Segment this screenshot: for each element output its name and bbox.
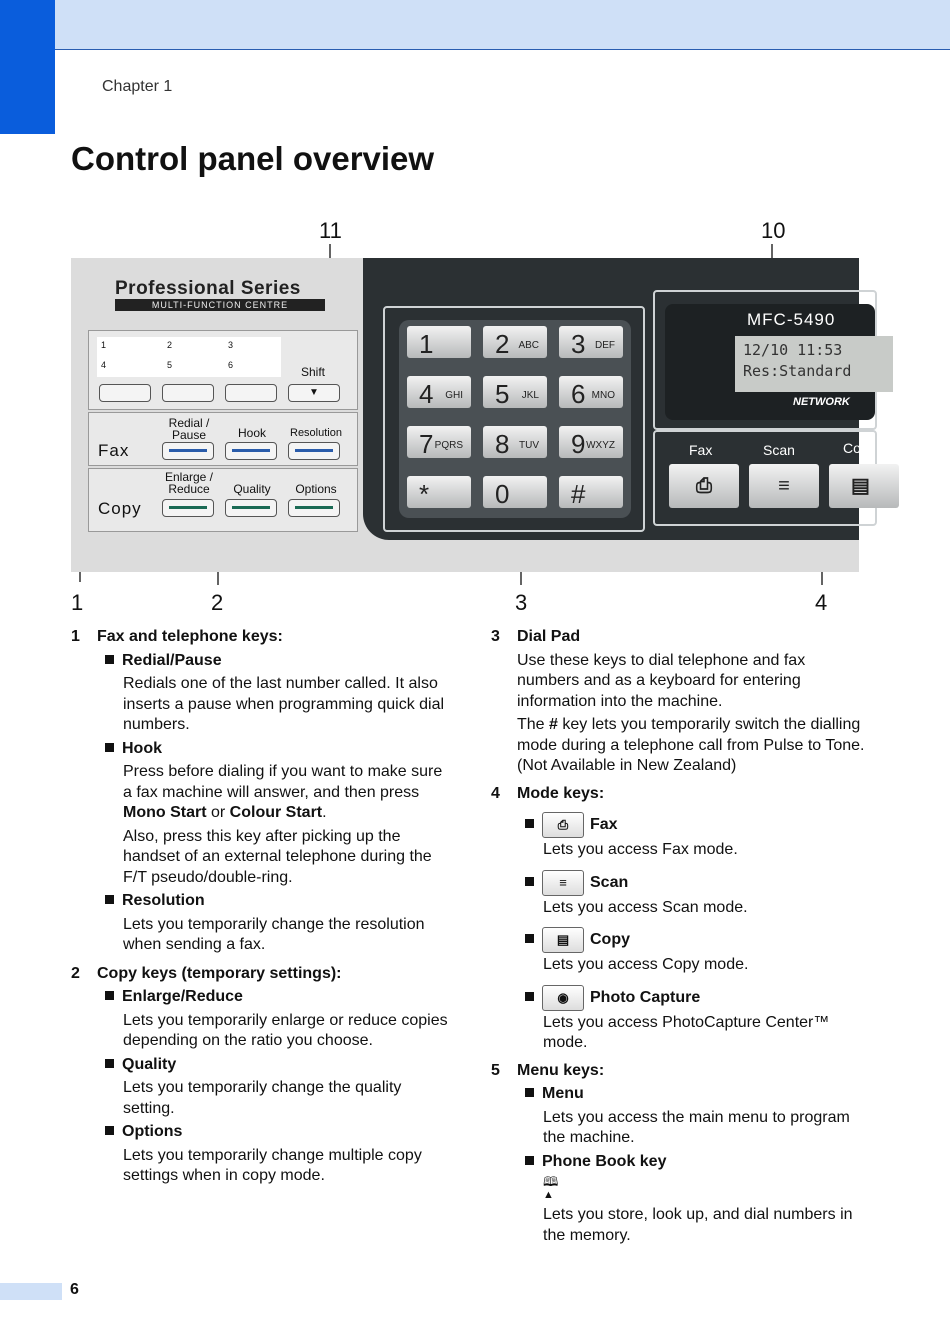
copy-mode-entry <box>491 927 866 976</box>
dial-key-2[interactable]: 2 ABC <box>483 326 547 358</box>
callout-11: 11 <box>319 218 342 243</box>
fax-group-label: Fax <box>98 441 130 460</box>
resolution-label: Resolution <box>290 427 342 439</box>
section-5 <box>491 1061 866 1082</box>
control-panel-figure <box>71 258 870 572</box>
photo-mode-text: Lets you access PhotoCapture Center™ mode. <box>543 1013 830 1051</box>
dial-key-8[interactable]: 8 TUV <box>483 426 547 458</box>
section-4 <box>491 784 866 805</box>
copy-mode-title: Copy <box>590 931 630 949</box>
scan-mode-text: Lets you access Scan mode. <box>543 898 748 916</box>
shift-label: Shift <box>301 365 326 379</box>
dial-key-star[interactable]: * <box>407 476 471 508</box>
options-label: Options <box>295 482 337 496</box>
dial-pad-frame <box>383 306 645 532</box>
bullet-square <box>525 934 534 943</box>
bullet-square <box>105 1059 114 1068</box>
one-touch-1-label: 1 <box>101 340 107 350</box>
page-title: Control panel overview <box>71 140 435 177</box>
menu-title: Menu <box>542 1085 584 1102</box>
options-text: Lets you temporarily change multiple copy settings when in copy mode. <box>123 1146 422 1184</box>
brand-name: Professional Series <box>115 278 301 299</box>
fax-icon: ⎙ <box>542 812 584 838</box>
section-1-number: 1 <box>71 628 80 645</box>
up-arrow-icon: ▲ <box>543 1189 554 1201</box>
options-title: Options <box>122 1123 183 1140</box>
section-1 <box>71 627 451 648</box>
callout-10: 10 <box>761 218 786 243</box>
network-logo: NETWORK <box>793 396 850 408</box>
enlarge-text: Lets you temporarily enlarge or reduce copies depending on the ratio you choose. <box>123 1011 448 1049</box>
hook-label: Hook <box>237 426 266 440</box>
dial-key-5[interactable]: 5 JKL <box>483 376 547 408</box>
callout-1: 1 <box>71 590 84 615</box>
shift-button[interactable]: ▼ <box>288 384 340 402</box>
hook-entry <box>71 739 451 889</box>
enlarge-reduce-button[interactable] <box>162 499 214 517</box>
resolution-entry <box>71 891 451 956</box>
one-touch-button-2[interactable] <box>162 384 214 402</box>
bullet-square <box>105 1126 114 1135</box>
lcd-line-1: 12/10 11:53 <box>743 341 843 359</box>
section-3-number: 3 <box>491 628 500 645</box>
phonebook-title: Phone Book key <box>542 1152 667 1170</box>
one-touch-5-label: 5 <box>167 360 173 370</box>
section-2-title: Copy keys (temporary settings): <box>97 964 342 982</box>
hook-text-2: Also, press this key after picking up the handset of an external telephone during the F/T pseudo/double-ring. <box>123 827 432 886</box>
phonebook-text: Lets you store, look up, and dial numbers in the memory. <box>543 1206 853 1244</box>
fax-mode-button[interactable]: ⎙ <box>669 464 739 508</box>
photo-mode-entry <box>491 985 866 1054</box>
brand-subtitle: MULTI-FUNCTION CENTRE <box>115 299 325 311</box>
menu-entry <box>491 1084 866 1149</box>
section-5-title: Menu keys: <box>517 1061 605 1079</box>
mode-keys-frame <box>653 430 877 526</box>
enlarge-title: Enlarge/Reduce <box>122 988 243 1005</box>
options-button[interactable] <box>288 499 340 517</box>
dial-key-0[interactable]: 0 <box>483 476 547 508</box>
bullet-square <box>525 877 534 886</box>
section-2-number: 2 <box>71 964 80 982</box>
copy-keys-group <box>88 468 358 532</box>
dial-key-4[interactable]: 4 GHI <box>407 376 471 408</box>
scan-mode-title: Scan <box>590 873 629 891</box>
redial-pause-label: Redial / Pause <box>168 416 210 442</box>
dial-key-6[interactable]: 6 MNO <box>559 376 623 408</box>
page-number: 6 <box>70 1281 79 1298</box>
resolution-title: Resolution <box>122 892 205 909</box>
redial-entry <box>71 651 451 736</box>
bullet-square <box>525 1156 534 1165</box>
section-2 <box>71 964 451 985</box>
redial-text: Redials one of the last number called. It also inserts a pause when programming quick dial numbers. <box>123 675 445 733</box>
mode-scan-label: Scan <box>763 442 795 458</box>
scan-mode-button[interactable]: ≡ <box>749 464 819 508</box>
fax-mode-title: Fax <box>590 816 618 834</box>
mode-copy-label: Co <box>843 440 861 456</box>
lcd-frame <box>653 290 877 430</box>
options-entry <box>71 1122 451 1187</box>
section-4-title: Mode keys: <box>517 784 605 802</box>
dial-key-1[interactable]: 1 <box>407 326 471 358</box>
one-touch-group <box>88 330 358 410</box>
quality-entry <box>71 1055 451 1120</box>
scan-icon: ≡ <box>542 870 584 896</box>
dial-key-3[interactable]: 3 DEF <box>559 326 623 358</box>
fax-mode-text: Lets you access Fax mode. <box>543 841 738 858</box>
callout-3: 3 <box>515 590 528 615</box>
one-touch-button-1[interactable] <box>99 384 151 402</box>
quality-title: Quality <box>122 1055 177 1073</box>
camera-icon: ◉ <box>542 985 584 1011</box>
bullet-square <box>525 819 534 828</box>
lcd-screen <box>735 336 893 392</box>
hook-button[interactable] <box>225 442 277 460</box>
one-touch-6-label: 6 <box>228 360 234 370</box>
bullet-square <box>525 992 534 1001</box>
bullet-square <box>105 991 114 1000</box>
fax-mode-entry <box>491 812 866 861</box>
redial-pause-button[interactable] <box>162 442 214 460</box>
mode-fax-label: Fax <box>689 442 713 458</box>
section-3-title: Dial Pad <box>517 628 581 645</box>
dialpad-text: Use these keys to dial telephone and fax numbers and as a keyboard for entering information into the machine. <box>517 651 806 710</box>
section-3 <box>491 627 866 777</box>
right-column <box>491 627 866 1246</box>
callout-2: 2 <box>211 590 224 615</box>
photo-mode-title: Photo Capture <box>590 988 701 1006</box>
hook-text: Press before dialing if you want to make sure a fax machine will answer, and then press Mono Start or Colour Start. <box>123 763 443 821</box>
one-touch-2-label: 2 <box>167 340 173 350</box>
quality-button[interactable] <box>225 499 277 517</box>
copy-mode-text: Lets you access Copy mode. <box>543 956 749 973</box>
enlarge-entry <box>71 987 451 1052</box>
enlarge-reduce-label: Enlarge / Reduce <box>164 470 214 496</box>
menu-text: Lets you access the main menu to program the machine. <box>543 1108 850 1146</box>
copy-mode-button[interactable]: ▤ <box>829 464 899 508</box>
bullet-square <box>105 655 114 664</box>
one-touch-button-3[interactable] <box>225 384 277 402</box>
lcd-line-2: Res:Standard <box>743 362 852 380</box>
callout-4: 4 <box>815 590 828 615</box>
chapter-label: Chapter 1 <box>102 78 173 95</box>
redial-title: Redial/Pause <box>122 651 222 669</box>
left-column <box>71 627 451 1187</box>
lcd-bezel <box>665 304 875 420</box>
one-touch-4-label: 4 <box>101 360 107 370</box>
section-5-number: 5 <box>491 1061 500 1079</box>
copy-icon: ▤ <box>542 927 584 953</box>
copy-group-label: Copy <box>98 499 142 518</box>
dialpad-text-2: The # key lets you temporarily switch the dialling mode during a telephone call from Pulse to Tone. (Not Available in New Zealand) <box>517 716 865 774</box>
one-touch-label-strip <box>97 337 281 377</box>
resolution-text: Lets you temporarily change the resolution when sending a fax. <box>123 915 425 953</box>
quality-text: Lets you temporarily change the quality setting. <box>123 1079 402 1117</box>
footer-band <box>0 1283 62 1300</box>
dial-key-hash[interactable]: # <box>559 476 623 508</box>
phonebook-icon: 🕮 <box>543 1174 559 1189</box>
quality-label: Quality <box>233 482 271 496</box>
dial-pad <box>399 320 631 518</box>
one-touch-3-label: 3 <box>228 340 234 350</box>
scan-mode-entry <box>491 870 866 919</box>
phonebook-entry <box>491 1152 866 1247</box>
fax-keys-group <box>88 412 358 466</box>
bullet-square <box>105 743 114 752</box>
bullet-square <box>105 895 114 904</box>
hook-title: Hook <box>122 739 162 757</box>
dial-key-7[interactable]: 7 PQRS <box>407 426 471 458</box>
lcd-model: MFC-5490 <box>747 310 836 329</box>
dial-key-9[interactable]: 9 WXYZ <box>559 426 623 458</box>
section-1-title: Fax and telephone keys: <box>97 628 283 645</box>
bullet-square <box>525 1088 534 1097</box>
resolution-button[interactable] <box>288 442 340 460</box>
section-4-number: 4 <box>491 784 500 802</box>
